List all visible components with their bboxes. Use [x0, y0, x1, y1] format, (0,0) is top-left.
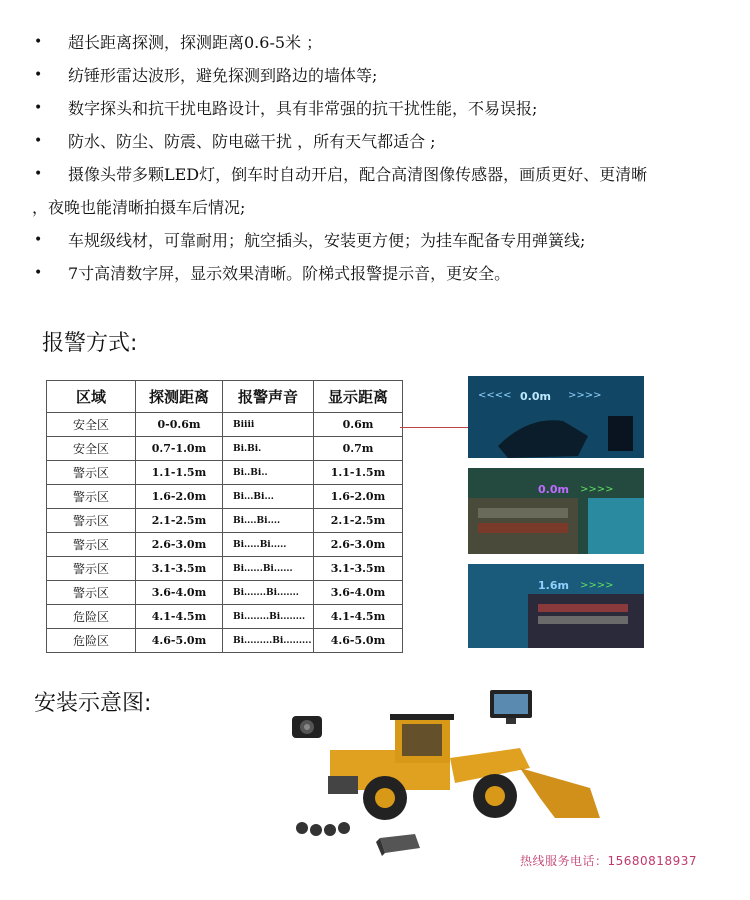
header-detect-distance: 探测距离 — [136, 381, 223, 413]
svg-text:>>>>: >>>> — [580, 484, 614, 495]
wheel-loader-illustration — [290, 688, 620, 858]
screen-2-distance: 0.0m — [538, 483, 569, 496]
alarm-table — [46, 380, 403, 653]
zone-cell: 警示区 — [47, 461, 136, 485]
display-distance-cell: 2.1-2.5m — [314, 509, 403, 533]
header-alarm-sound: 报警声音 — [223, 381, 314, 413]
header-zone: 区域 — [47, 381, 136, 413]
feature-text: 7寸高清数字屏，显示效果清晰。阶梯式报警提示音，更安全。 — [68, 264, 511, 283]
alarm-section-title: 报警方式: — [42, 331, 138, 356]
alarm-sound-cell: Bi.......Bi....... — [223, 581, 314, 605]
bullet-dot: • — [34, 232, 43, 248]
zone-cell: 警示区 — [47, 581, 136, 605]
alarm-sound-cell: Bi...Bi... — [223, 485, 314, 509]
alarm-sound-cell: Biiii — [223, 413, 314, 437]
feature-list — [32, 26, 732, 290]
alarm-sound-cell: Bi.Bi. — [223, 437, 314, 461]
bullet-dot: • — [34, 100, 43, 116]
table-row — [47, 533, 403, 557]
monitor-icon — [490, 690, 532, 724]
hotline-text: 热线服务电话：15680818937 — [520, 854, 697, 868]
table-row — [47, 605, 403, 629]
bullet-dot: • — [34, 265, 43, 281]
table-row — [47, 485, 403, 509]
zone-cell: 警示区 — [47, 509, 136, 533]
display-distance-cell: 3.6-4.0m — [314, 581, 403, 605]
svg-text:>>>>: >>>> — [580, 580, 614, 591]
feature-text-continuation: ，夜晚也能清晰拍摄车后情况; — [32, 198, 246, 217]
feature-item — [32, 26, 732, 59]
display-distance-cell: 2.6-3.0m — [314, 533, 403, 557]
control-box-icon — [376, 834, 420, 856]
zone-cell: 警示区 — [47, 557, 136, 581]
svg-text:>>>>: >>>> — [568, 390, 602, 401]
zone-cell: 安全区 — [47, 413, 136, 437]
table-row — [47, 437, 403, 461]
monitor-screen-2 — [468, 468, 644, 554]
alarm-sound-cell: Bi....Bi.... — [223, 509, 314, 533]
feature-text: 数字探头和抗干扰电路设计，具有非常强的抗干扰性能，不易误报; — [68, 99, 538, 118]
header-display-distance: 显示距离 — [314, 381, 403, 413]
feature-item — [32, 224, 732, 257]
camera-icon — [292, 716, 322, 738]
feature-text: 防水、防尘、防震、防电磁干扰 ，所有天气都适合 ; — [68, 132, 436, 151]
ultrasonic-sensors-icon — [296, 822, 350, 836]
alarm-sound-cell: Bi.........Bi......... — [223, 629, 314, 653]
alarm-sound-cell: Bi......Bi...... — [223, 557, 314, 581]
feature-item — [32, 59, 732, 92]
alarm-sound-cell: Bi........Bi........ — [223, 605, 314, 629]
detect-distance-cell: 2.6-3.0m — [136, 533, 223, 557]
detect-distance-cell: 1.6-2.0m — [136, 485, 223, 509]
detect-distance-cell: 3.6-4.0m — [136, 581, 223, 605]
bullet-dot: • — [34, 166, 43, 182]
zone-cell: 警示区 — [47, 485, 136, 509]
display-distance-cell: 4.6-5.0m — [314, 629, 403, 653]
display-distance-cell: 1.6-2.0m — [314, 485, 403, 509]
feature-text: 超长距离探测，探测距离0.6-5米 ； — [68, 33, 323, 52]
detect-distance-cell: 3.1-3.5m — [136, 557, 223, 581]
screen-3-distance: 1.6m — [538, 579, 569, 592]
svg-text:<<<<: <<<< — [478, 390, 512, 401]
table-row — [47, 581, 403, 605]
screen-1-distance: 0.0m — [520, 390, 551, 403]
zone-cell: 警示区 — [47, 533, 136, 557]
detect-distance-cell: 1.1-1.5m — [136, 461, 223, 485]
display-distance-cell: 0.7m — [314, 437, 403, 461]
bullet-dot: • — [34, 34, 43, 50]
detect-distance-cell: 0.7-1.0m — [136, 437, 223, 461]
detect-distance-cell: 4.6-5.0m — [136, 629, 223, 653]
detect-distance-cell: 2.1-2.5m — [136, 509, 223, 533]
table-row — [47, 629, 403, 653]
zone-cell: 危险区 — [47, 605, 136, 629]
table-connector-line — [400, 427, 468, 428]
feature-item — [32, 92, 732, 125]
alarm-sound-cell: Bi.....Bi..... — [223, 533, 314, 557]
table-header-row — [47, 381, 403, 413]
zone-cell: 危险区 — [47, 629, 136, 653]
display-distance-cell: 3.1-3.5m — [314, 557, 403, 581]
feature-text: 纺锤形雷达波形，避免探测到路边的墙体等; — [68, 66, 378, 85]
loader-body — [328, 714, 600, 820]
display-distance-cell: 0.6m — [314, 413, 403, 437]
detect-distance-cell: 4.1-4.5m — [136, 605, 223, 629]
feature-text: 车规级线材，可靠耐用；航空插头，安装更方便；为挂车配备专用弹簧线; — [68, 231, 586, 250]
feature-text: 摄像头带多颗LED灯，倒车时自动开启，配合高清图像传感器，画质更好、更清晰 — [68, 165, 648, 184]
monitor-screen-1 — [468, 376, 644, 458]
feature-item — [32, 158, 732, 224]
bullet-dot: • — [34, 133, 43, 149]
detect-distance-cell: 0-0.6m — [136, 413, 223, 437]
feature-item — [32, 125, 732, 158]
display-distance-cell: 1.1-1.5m — [314, 461, 403, 485]
table-row — [47, 557, 403, 581]
display-distance-cell: 4.1-4.5m — [314, 605, 403, 629]
install-section-title: 安装示意图: — [34, 691, 152, 716]
bullet-dot: • — [34, 67, 43, 83]
table-row — [47, 509, 403, 533]
feature-item — [32, 257, 732, 290]
table-row — [47, 413, 403, 437]
alarm-sound-cell: Bi..Bi.. — [223, 461, 314, 485]
zone-cell: 安全区 — [47, 437, 136, 461]
table-row — [47, 461, 403, 485]
monitor-screen-3 — [468, 564, 644, 648]
